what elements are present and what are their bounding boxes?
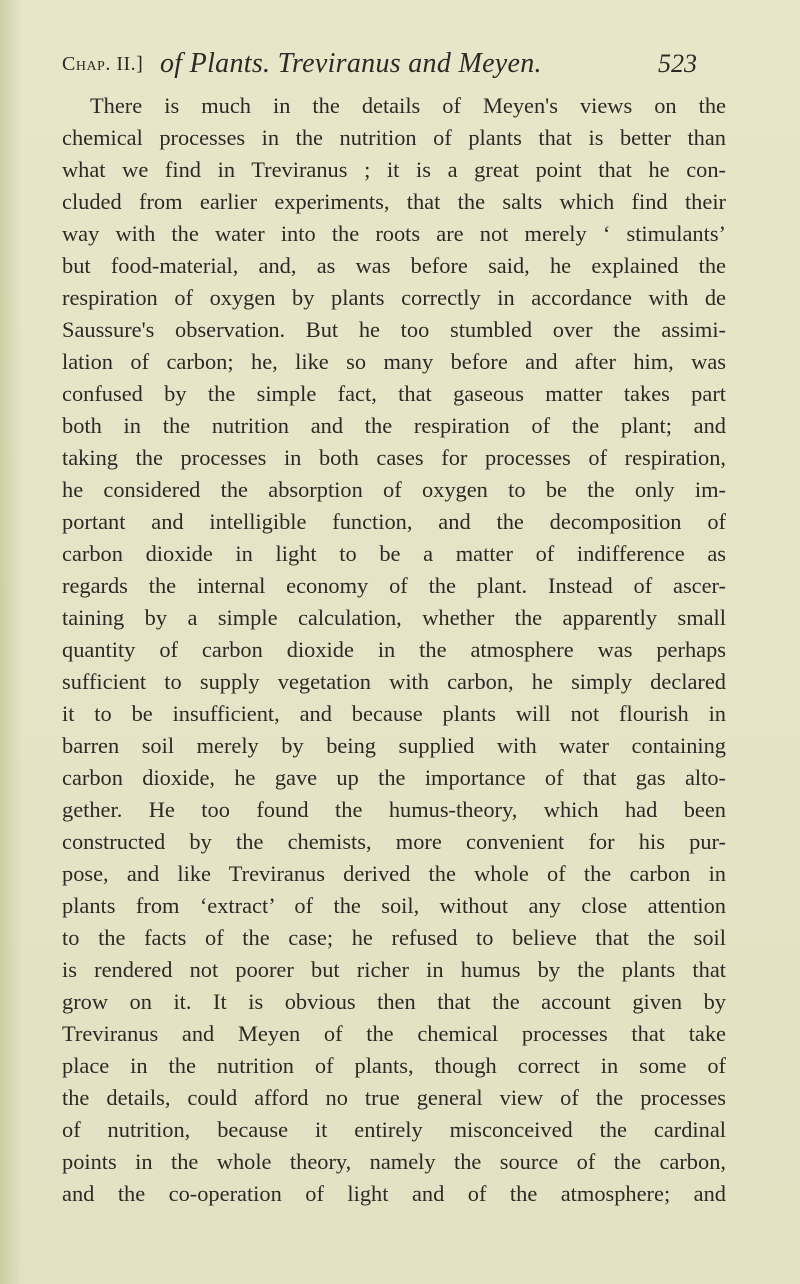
text-line: respiration of oxygen by plants correctly in accordance with de xyxy=(62,285,726,310)
text-line: confused by the simple fact, that gaseous matter takes part xyxy=(62,381,726,406)
text-line: barren soil merely by being supplied with water containing xyxy=(62,733,726,758)
text-line: plants from ‘extract’ of the soil, without any close attention xyxy=(62,893,726,918)
page-number: 523 xyxy=(658,49,697,78)
text-line: carbon dioxide in light to be a matter of indifference as xyxy=(62,541,726,566)
text-line: gether. He too found the humus-theory, which had been xyxy=(62,797,726,822)
text-line: it to be insufficient, and because plants will not flourish in xyxy=(62,701,726,726)
text-line: of nutrition, because it entirely misconceived the cardinal xyxy=(62,1117,726,1142)
text-line: There is much in the details of Meyen's views on the xyxy=(90,93,726,118)
text-line: place in the nutrition of plants, though correct in some of xyxy=(62,1053,726,1078)
text-line: Saussure's observation. But he too stumbled over the assimi- xyxy=(62,317,726,342)
text-line: Treviranus and Meyen of the chemical processes that take xyxy=(62,1021,726,1046)
text-line: portant and intelligible function, and the decomposition of xyxy=(62,509,726,534)
text-line: and the co-operation of light and of the atmosphere; and xyxy=(62,1181,726,1206)
text-line: chemical processes in the nutrition of plants that is better than xyxy=(62,125,726,150)
text-line: taking the processes in both cases for processes of respiration, xyxy=(62,445,726,470)
text-line: points in the whole theory, namely the source of the carbon, xyxy=(62,1149,726,1174)
text-line: cluded from earlier experiments, that the salts which find their xyxy=(62,189,726,214)
text-line: taining by a simple calculation, whether the apparently small xyxy=(62,605,726,630)
text-line: he considered the absorption of oxygen to be the only im- xyxy=(62,477,726,502)
text-line: what we find in Treviranus ; it is a great point that he con- xyxy=(62,157,726,182)
chapter-marker: Chap. II.] xyxy=(62,53,144,75)
text-line: grow on it. It is obvious then that the account given by xyxy=(62,989,726,1014)
text-line: constructed by the chemists, more convenient for his pur- xyxy=(62,829,726,854)
text-line: lation of carbon; he, like so many before and after him, was xyxy=(62,349,726,374)
body-paragraph xyxy=(62,90,726,1210)
running-head xyxy=(62,44,762,84)
text-line: sufficient to supply vegetation with carbon, he simply declared xyxy=(62,669,726,694)
text-line: the details, could afford no true general view of the processes xyxy=(62,1085,726,1110)
text-line: way with the water into the roots are not merely ‘ stimulants’ xyxy=(62,221,726,246)
text-line: to the facts of the case; he refused to believe that the soil xyxy=(62,925,726,950)
text-line: carbon dioxide, he gave up the importance of that gas alto- xyxy=(62,765,726,790)
text-line: but food-material, and, as was before said, he explained the xyxy=(62,253,726,278)
text-line: pose, and like Treviranus derived the whole of the carbon in xyxy=(62,861,726,886)
text-line: quantity of carbon dioxide in the atmosphere was perhaps xyxy=(62,637,726,662)
running-title: of Plants. Treviranus and Meyen. xyxy=(160,48,542,79)
text-line: is rendered not poorer but richer in humus by the plants that xyxy=(62,957,726,982)
text-line: both in the nutrition and the respiration of the plant; and xyxy=(62,413,726,438)
text-line: regards the internal economy of the plant. Instead of ascer- xyxy=(62,573,726,598)
